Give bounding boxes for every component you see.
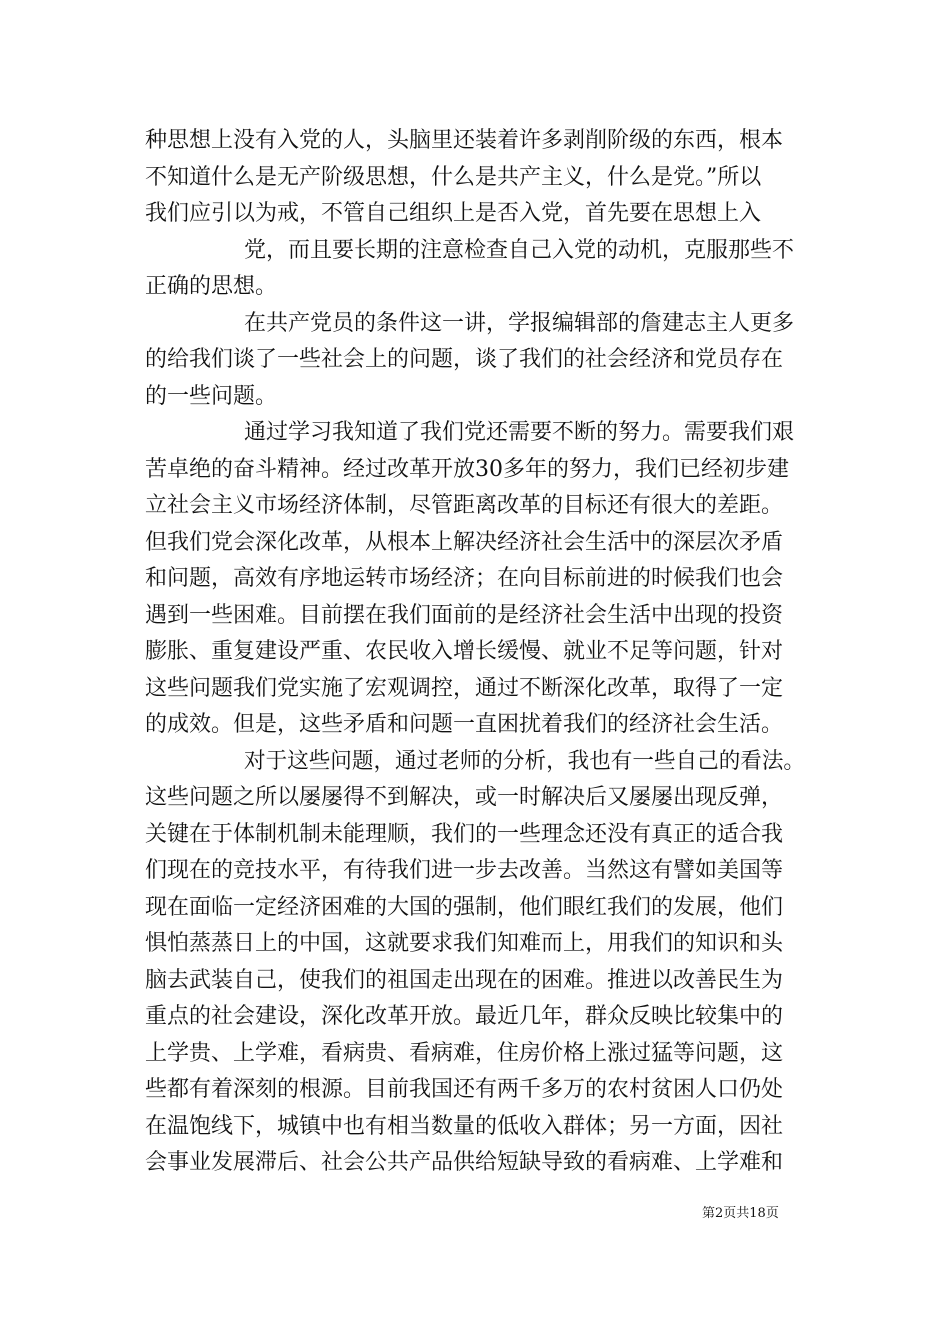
text-line: 我们应引以为戒，不管自己组织上是否入党，首先要在思想上入 [145, 201, 762, 226]
text-line: 但我们党会深化改革，从根本上解决经济社会生活中的深层次矛盾 [145, 530, 784, 555]
text-line: 立社会主义市场经济体制，尽管距离改革的目标还有很大的差距。 [145, 493, 784, 518]
text-line: 遇到一些困难。目前摆在我们面前的是经济社会生活中出现的投资 [145, 603, 784, 628]
text-line: 些都有着深刻的根源。目前我国还有两千多万的农村贫困人口仍处 [145, 1077, 784, 1102]
text-line: 上学贵、上学难，看病贵、看病难，住房价格上涨过猛等问题，这 [145, 1041, 784, 1066]
text-line: 会事业发展滞后、社会公共产品供给短缺导致的看病难、上学难和 [145, 1150, 784, 1175]
text-line: 种思想上没有入党的人，头脑里还装着许多剥削阶级的东西，根本 [145, 128, 784, 153]
text-line: 现在面临一定经济困难的大国的强制，他们眼红我们的发展，他们 [145, 895, 784, 920]
text-line: 对于这些问题，通过老师的分析，我也有一些自己的看法。 [244, 749, 806, 774]
text-line: 的一些问题。 [145, 384, 278, 409]
text-line: 在温饱线下，城镇中也有相当数量的低收入群体；另一方面，因社 [145, 1114, 784, 1139]
text-line: 和问题，高效有序地运转市场经济；在向目标前进的时候我们也会 [145, 566, 784, 591]
text-line: 们现在的竞技水平，有待我们进一步去改善。当然这有譬如美国等 [145, 858, 784, 883]
text-line: 在共产党员的条件这一讲，学报编辑部的詹建志主人更多 [244, 311, 795, 336]
text-line: 这些问题我们党实施了宏观调控，通过不断深化改革，取得了一定 [145, 676, 784, 701]
text-line: 关键在于体制机制未能理顺，我们的一些理念还没有真正的适合我 [145, 822, 784, 847]
text-line: 不知道什么是无产阶级思想，什么是共产主义，什么是党。”所以 [145, 165, 762, 190]
text-line: 正确的思想。 [145, 274, 278, 299]
text-line: 膨胀、重复建设严重、农民收入增长缓慢、就业不足等问题，针对 [145, 639, 784, 664]
text-line: 脑去武装自己，使我们的祖国走出现在的困难。推进以改善民生为 [145, 968, 784, 993]
text-line: 通过学习我知道了我们党还需要不断的努力。需要我们艰 [244, 420, 795, 445]
text-line: 的给我们谈了一些社会上的问题，谈了我们的社会经济和党员存在 [145, 347, 784, 372]
text-line: 苦卓绝的奋斗精神。经过改革开放30多年的努力，我们已经初步建 [145, 457, 789, 482]
text-line: 重点的社会建设，深化改革开放。最近几年，群众反映比较集中的 [145, 1004, 784, 1029]
text-line: 的成效。但是，这些矛盾和问题一直困扰着我们的经济社会生活。 [145, 712, 784, 737]
text-line: 这些问题之所以屡屡得不到解决，或一时解决后又屡屡出现反弹， [145, 785, 784, 810]
page-number: 第2页共18页 [702, 1206, 779, 1221]
text-line: 党，而且要长期的注意检查自己入党的动机，克服那些不 [244, 238, 795, 263]
text-line: 惧怕蒸蒸日上的中国，这就要求我们知难而上，用我们的知识和头 [145, 931, 784, 956]
